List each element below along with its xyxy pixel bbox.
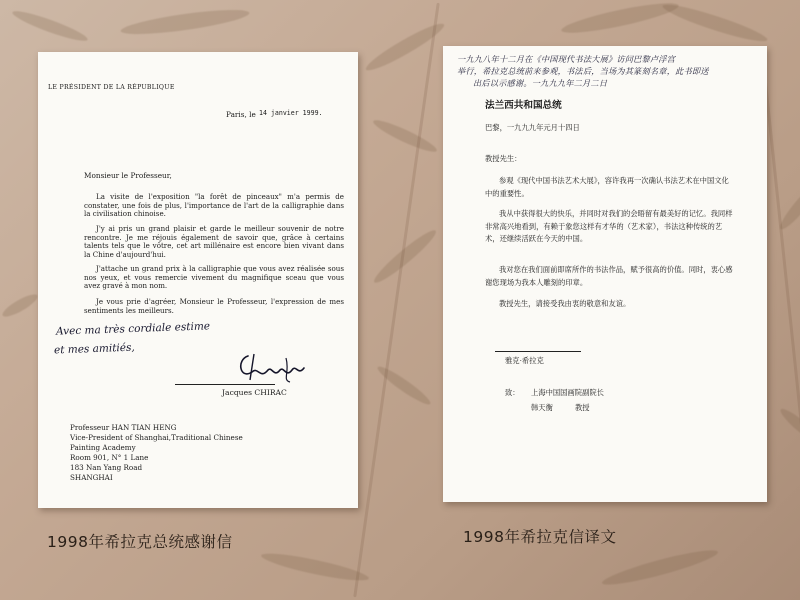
recipient-title: 教授 bbox=[575, 403, 590, 412]
paragraph-zh-4: 教授先生，请接受我由衷的敬意和友谊。 bbox=[499, 299, 631, 308]
recipient-prefix: 致： bbox=[505, 388, 520, 397]
salutation-zh: 教授先生： bbox=[485, 154, 522, 163]
handwritten-note-line-3: 出后以示感谢。一九九九年二月二日 bbox=[473, 78, 608, 88]
paragraph-4: Je vous prie d'agréer, Monsieur le Professeur, l'expression de mes sentiments les meilleurs. bbox=[84, 297, 344, 315]
address-line-1: Professeur HAN TIAN HENG bbox=[70, 423, 177, 432]
caption-right: 1998年希拉克信译文 bbox=[463, 528, 617, 546]
paragraph-zh-1: 参观《现代中国书法艺术大展》，容许我再一次确认书法艺术在中国文化中的重要性。 bbox=[485, 176, 729, 198]
paragraph-3: J'attache un grand prix à la calligraphie que vous avez réalisée sous nos yeux, et vous remercie vivement du magnifique sceau que vous avez gravé à mon nom. bbox=[84, 264, 344, 291]
chinese-translation bbox=[443, 46, 767, 502]
handwritten-note-line-2: 举行，希拉克总统前来参观，书法后，当场为其篆刻名章，此书即送 bbox=[457, 66, 709, 76]
letter-title: 法兰西共和国总统 bbox=[485, 100, 562, 111]
signature-underline bbox=[175, 384, 275, 385]
address-line-6: SHANGHAI bbox=[70, 473, 113, 482]
recipient-name: 韩天衡 bbox=[531, 403, 553, 412]
letterhead: LE PRÉSIDENT DE LA RÉPUBLIQUE bbox=[48, 84, 175, 91]
handwritten-closing-line-1: Avec ma très cordiale estime bbox=[55, 320, 211, 338]
address-line-5: 183 Nan Yang Road bbox=[70, 463, 143, 472]
paragraph-zh-2: 我从中获得很大的快乐，并同时对我们的会晤留有最美好的记忆。我同样非常高兴地看到，有赖于象您这样有才华的（艺术家），书法这种传统的艺术，还继续活跃在今天的中国。 bbox=[485, 209, 733, 244]
paragraph-2: J'y ai pris un grand plaisir et garde le meilleur souvenir de notre rencontre. Je me réjouis également de savoir que, grâce à certains talents tels que le vôtre, cet art millénaire est encore bien vivant dans la Chine d'aujourd'hui. bbox=[84, 224, 344, 259]
paragraph-zh-3: 我对您在我们面前即席所作的书法作品，赋予很高的价值。同时，衷心感谢您现场为我本人雕刻的印章。 bbox=[485, 265, 733, 287]
recipient-org: 上海中国国画院副院长 bbox=[531, 388, 604, 397]
signer-name: Jacques CHIRAC bbox=[222, 388, 287, 397]
salutation: Monsieur le Professeur, bbox=[84, 171, 172, 180]
place-date: 巴黎，一九九九年元月十四日 bbox=[485, 123, 580, 132]
handwritten-closing-line-2: et mes amitiés, bbox=[53, 341, 135, 357]
address-line-3: Painting Academy bbox=[70, 443, 136, 452]
address-line-2: Vice-President of Shanghai,Traditional Chinese bbox=[70, 433, 243, 442]
paragraph-1: La visite de l'exposition "la forêt de pinceaux" m'a permis de constater, une fois de plus, l'importance de l'art de la calligraphie dans la civilisation chinoise. bbox=[84, 192, 344, 219]
letter-place: Paris, le bbox=[226, 110, 256, 119]
caption-left: 1998年希拉克总统感谢信 bbox=[47, 533, 233, 551]
address-line-4: Room 901, N° 1 Lane bbox=[70, 453, 149, 462]
handwritten-note-line-1: 一九九八年十二月在《中国现代书法大展》访问巴黎卢浮宫 bbox=[457, 54, 676, 64]
signature-line-zh bbox=[495, 351, 581, 352]
french-letter bbox=[38, 52, 358, 508]
letter-date: 14 janvier 1999. bbox=[259, 109, 323, 117]
signer-zh: 雅克·希拉克 bbox=[505, 356, 544, 365]
